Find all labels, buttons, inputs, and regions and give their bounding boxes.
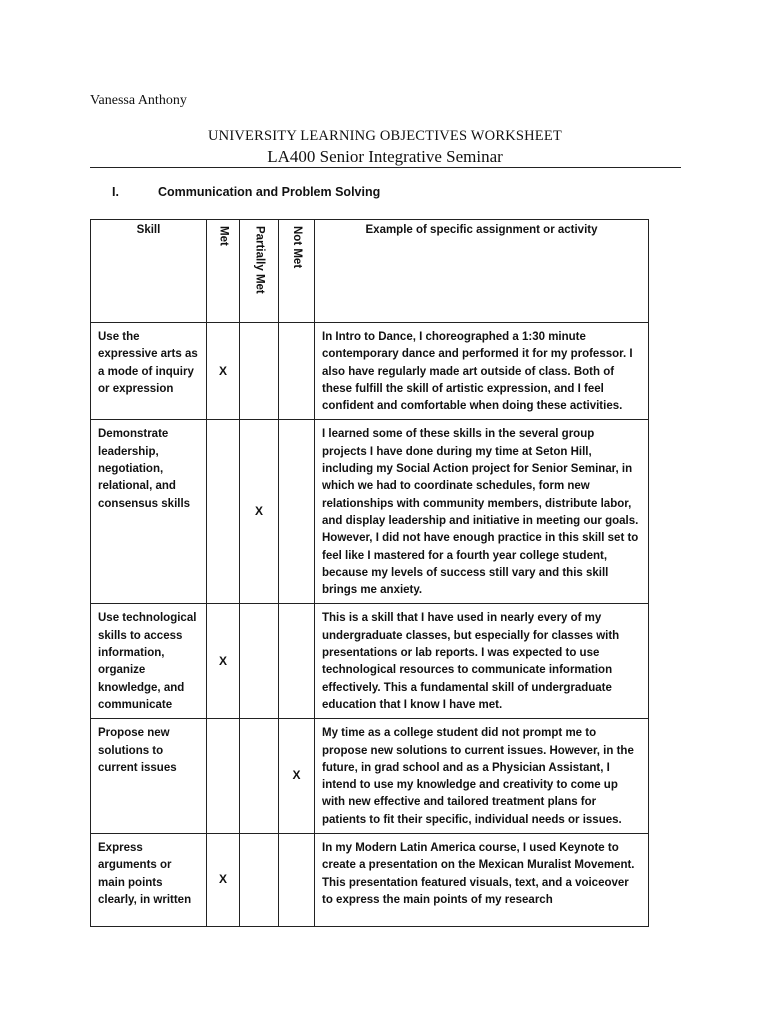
skill-cell: Use technological skills to access information, organize knowledge, and communicate (91, 604, 207, 719)
not-met-cell: X (279, 719, 315, 834)
met-cell: X (207, 834, 240, 927)
table-row (91, 420, 649, 604)
table-row (91, 323, 649, 420)
met-cell: X (207, 323, 240, 420)
met-cell: X (207, 604, 240, 719)
partially-met-cell (240, 719, 279, 834)
partially-met-cell (240, 604, 279, 719)
not-met-cell (279, 323, 315, 420)
worksheet-title: UNIVERSITY LEARNING OBJECTIVES WORKSHEET (208, 128, 562, 144)
met-cell (207, 719, 240, 834)
table-row (91, 604, 649, 719)
section-heading (112, 185, 380, 199)
skill-cell (91, 834, 207, 927)
not-met-cell (279, 834, 315, 927)
objectives-table (90, 219, 649, 927)
header-skill: Skill (91, 220, 207, 323)
course-title: LA400 Senior Integrative Seminar (267, 147, 503, 166)
example-cell: My time as a college student did not prompt me to propose new solutions to current issues. However, in the future, in grad school and as a Physician Assistant, I intend to use my knowledge and creativity to come up with new effective and tailored treatment plans for patients to fit their specific, individual needs or issues. (315, 719, 649, 834)
header-partially-met-label: Partially Met (253, 226, 266, 294)
not-met-cell (279, 420, 315, 604)
met-cell (207, 420, 240, 604)
table-header-row (91, 220, 649, 323)
example-cell: In Intro to Dance, I choreographed a 1:30 minute contemporary dance and performed it for my professor. I also have regularly made art outside of class. Both of these fulfill the skill of artistic expression, and I feel confident and comfortable when doing these activities. (315, 323, 649, 420)
skill-text: Express arguments or main points clearly, in written (98, 842, 192, 906)
not-met-cell (279, 604, 315, 719)
example-cell: This is a skill that I have used in nearly every of my undergraduate classes, but especially for classes with presentations or lab reports. I was expected to use technological resources to communicate information effectively. This a fundamental skill of undergraduate education that I know I have met. (315, 604, 649, 719)
partially-met-cell: X (240, 420, 279, 604)
author-name: Vanessa Anthony (90, 93, 187, 108)
header-met-label: Met (217, 226, 230, 246)
skill-cell: Propose new solutions to current issues (91, 719, 207, 834)
section-title: Communication and Problem Solving (158, 185, 381, 199)
skill-cell: Use the expressive arts as a mode of inquiry or expression (91, 323, 207, 420)
example-cell (315, 834, 649, 927)
partially-met-cell (240, 834, 279, 927)
header-not-met-label: Not Met (291, 226, 304, 269)
section-number: I. (112, 185, 119, 199)
header-met (207, 220, 240, 323)
header-example: Example of specific assignment or activity (315, 220, 649, 323)
table-row (91, 719, 649, 834)
example-cell: I learned some of these skills in the several group projects I have done during my time at Seton Hill, including my Social Action project for Senior Seminar, in which we had to coordinate schedules, form new relationships with community members, distribute labor, and display leadership and initiative in meeting our goals. However, I did not have enough practice in this skill set to feel like I mastered for a fourth year college student, because my levels of success still vary and this skill brings me anxiety. (315, 420, 649, 604)
header-partially-met (240, 220, 279, 323)
title-divider (90, 167, 681, 168)
partially-met-cell (240, 323, 279, 420)
example-text: In my Modern Latin America course, I used Keynote to create a presentation on the Mexican Muralist Movement. This presentation featured visuals, text, and a voiceover to express the main points of my research (322, 842, 635, 906)
header-not-met (279, 220, 315, 323)
table-row (91, 834, 649, 927)
skill-cell: Demonstrate leadership, negotiation, relational, and consensus skills (91, 420, 207, 604)
